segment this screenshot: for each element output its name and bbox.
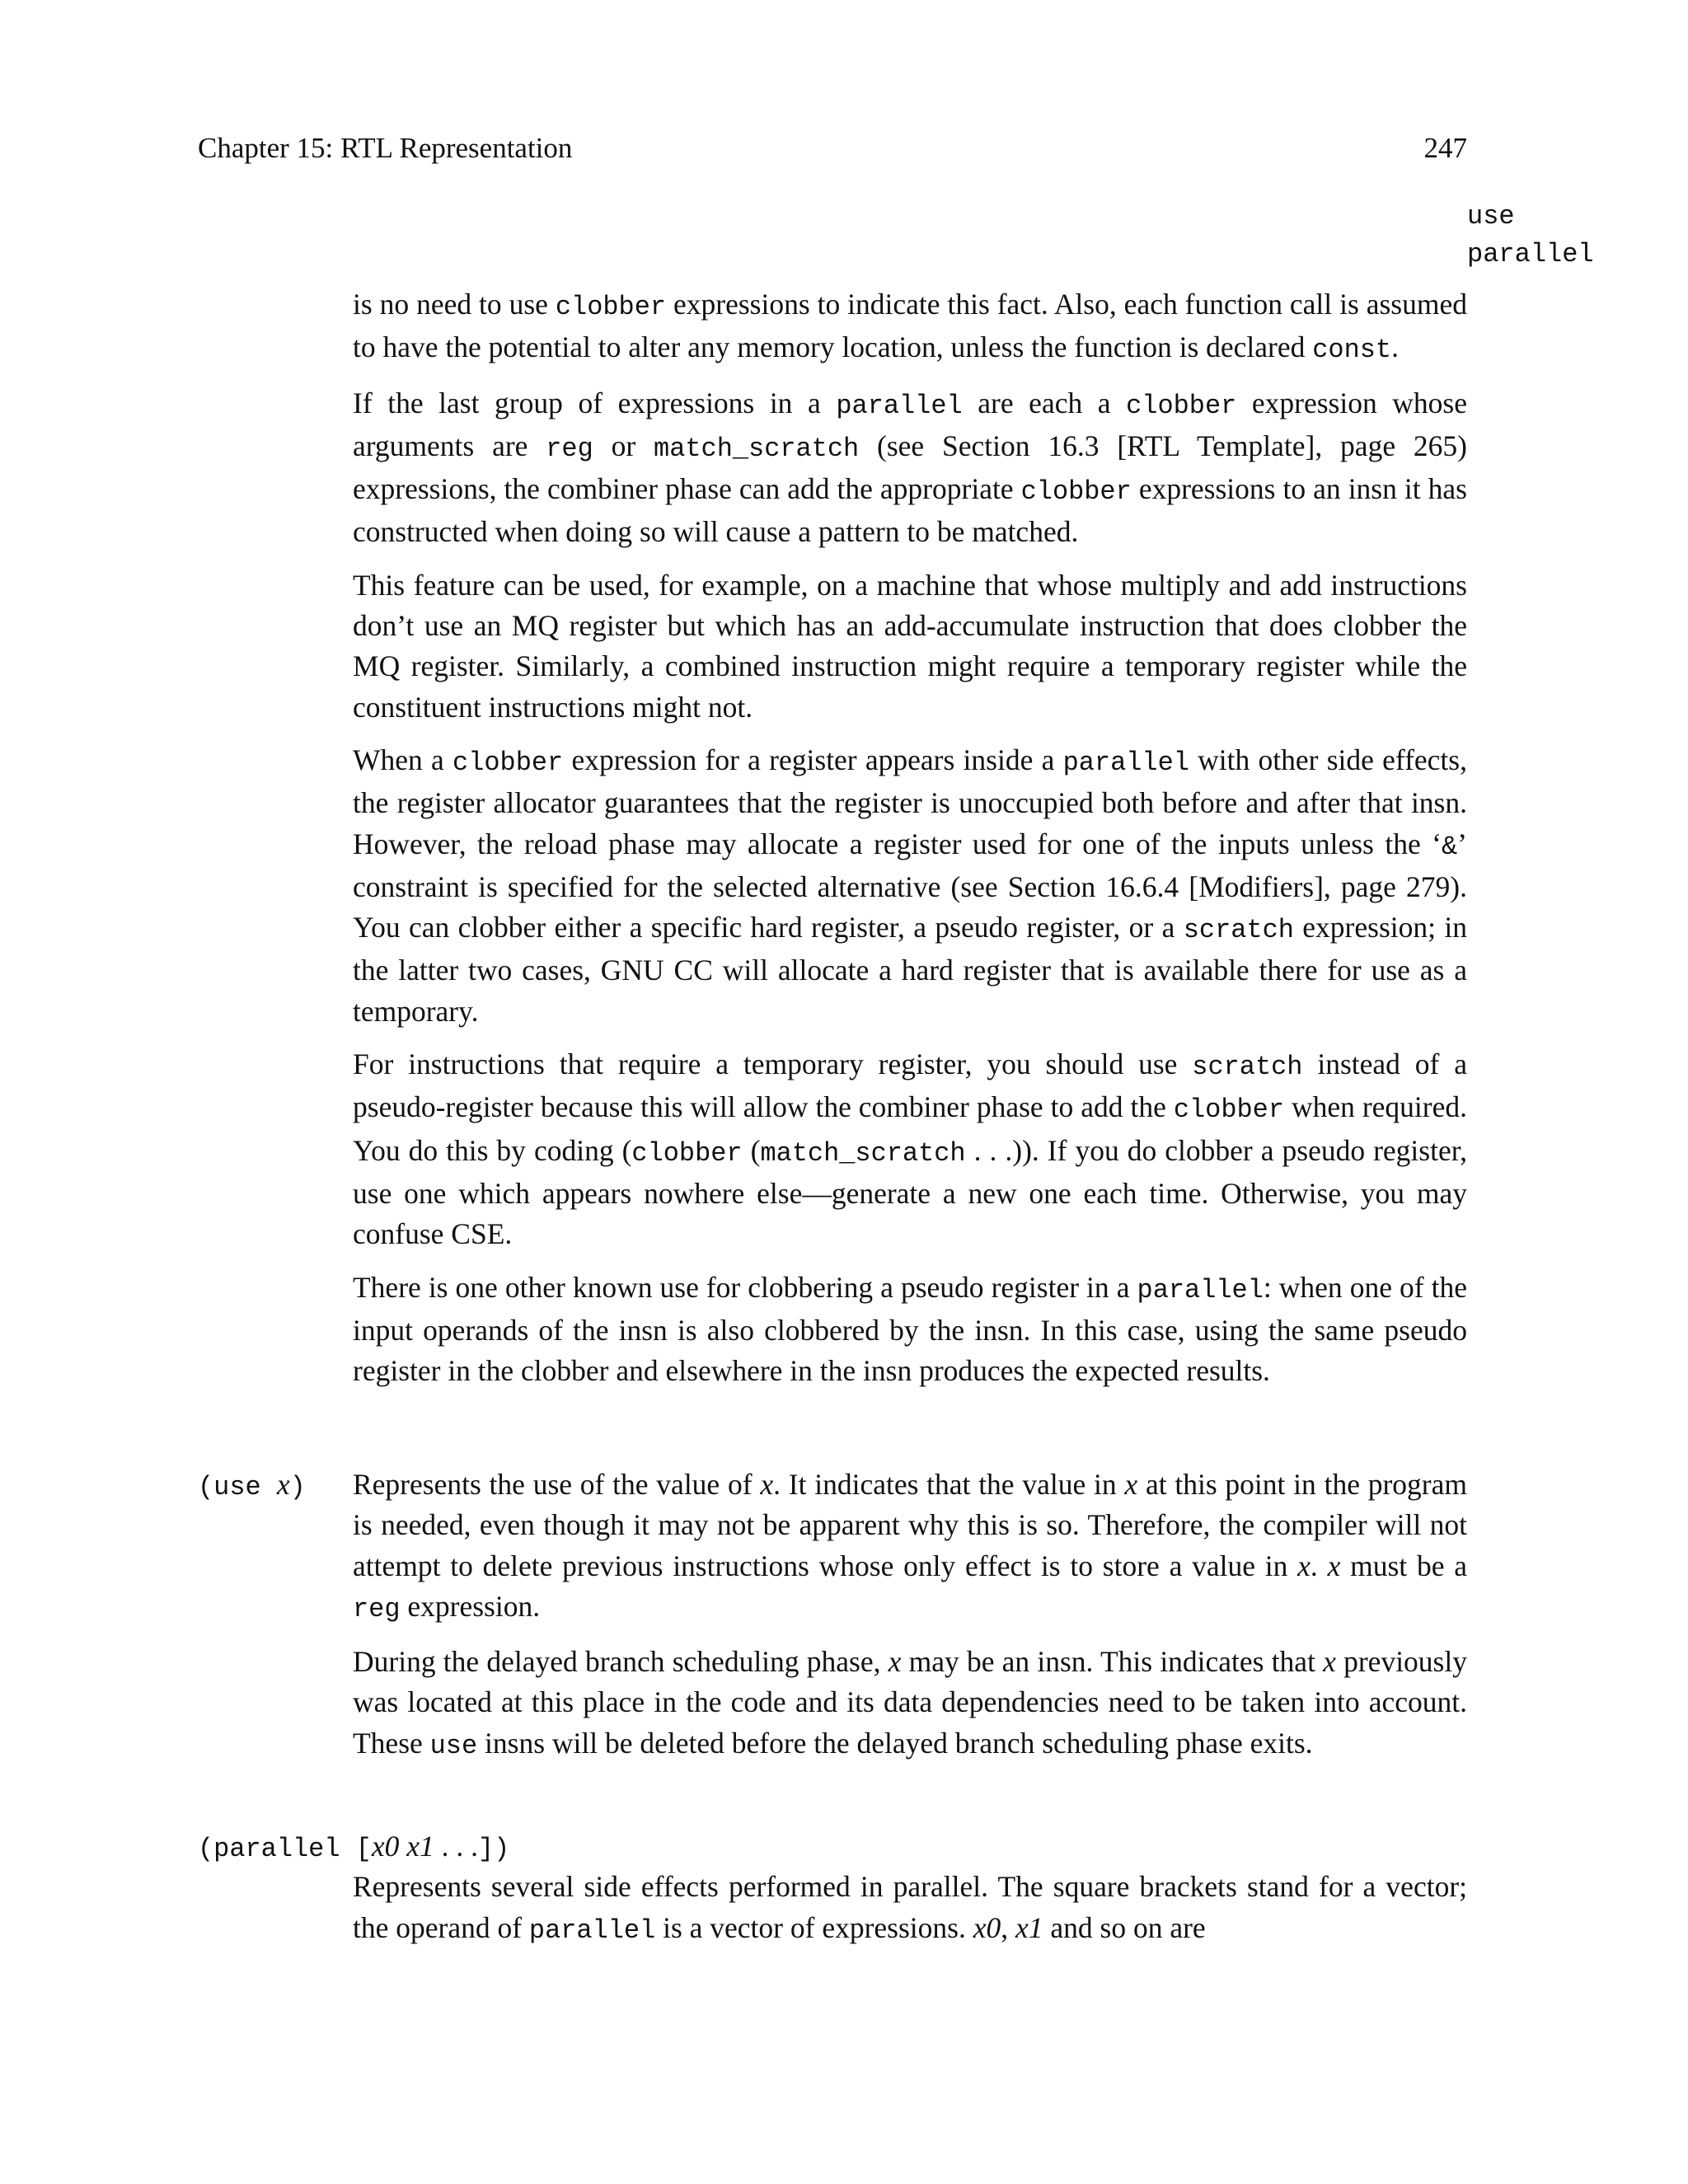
text: or bbox=[593, 429, 654, 462]
code: reg bbox=[546, 433, 593, 464]
text: . bbox=[1391, 330, 1399, 364]
paragraph bbox=[353, 284, 1467, 371]
paragraph bbox=[353, 1268, 1467, 1392]
text: at this point in the program is needed, even though it may not be apparent why this is so. Therefore, the compiler will not attempt to delete previous instructions whose only effect is to store a value in bbox=[353, 1468, 1467, 1582]
use-term bbox=[198, 1465, 306, 1507]
text: expression; in the latter two cases, GNU CC will allocate a hard register that is available there for use as a temporary. bbox=[353, 911, 1467, 1028]
clobber-continued-text bbox=[353, 284, 1467, 1391]
code: parallel bbox=[836, 390, 963, 421]
code: ) bbox=[289, 1472, 306, 1502]
text: Represents the use of the value of bbox=[353, 1468, 761, 1501]
text: with other side effects, the register allocator guarantees that the register is unoccupied both before and after that insn. However, the reload phase may allocate a register used for one of the inputs unless the ‘ bbox=[353, 743, 1467, 860]
code: parallel bbox=[1137, 1274, 1264, 1305]
code: clobber bbox=[631, 1137, 743, 1169]
margin-index-notes bbox=[1467, 198, 1594, 274]
code: clobber bbox=[1126, 390, 1237, 421]
paragraph bbox=[353, 1642, 1467, 1766]
code: scratch bbox=[1192, 1052, 1303, 1083]
var: x0 x1 bbox=[371, 1830, 434, 1863]
var: x bbox=[1124, 1468, 1138, 1501]
text: expression for a register appears inside a bbox=[563, 743, 1063, 776]
text: expression. bbox=[400, 1589, 541, 1623]
paragraph bbox=[353, 1465, 1467, 1629]
code: parallel bbox=[528, 1915, 656, 1946]
code: & bbox=[1442, 831, 1458, 862]
code: const bbox=[1312, 335, 1392, 366]
paragraph: This feature can be used, for example, on a machine that whose multiply and add instructions don’t use an MQ register but which has an add-accumulate instruction that does clobber the MQ register. Similarly, a combined instruction might require a temporary register while the constituent instructions might not. bbox=[353, 568, 1467, 724]
code: scratch bbox=[1183, 915, 1294, 946]
text: When a bbox=[353, 743, 453, 776]
text: may be an insn. This indicates that bbox=[901, 1645, 1324, 1679]
var: x1 bbox=[1015, 1910, 1043, 1944]
text: expressions to indicate this fact. Also, each function call is assumed to have the potential to alter any memory location, unless the function is declared bbox=[353, 288, 1467, 364]
text: when required. You do this by coding ( bbox=[353, 1090, 1467, 1167]
text: For instructions that require a temporary register, you should use bbox=[353, 1047, 1193, 1081]
text: previously was located at this place in the code and its data dependencies need to be taken into account. These bbox=[353, 1645, 1467, 1760]
chapter-title: Chapter 15: RTL Representation bbox=[198, 132, 573, 164]
code: use bbox=[429, 1730, 478, 1761]
parallel-term bbox=[198, 1826, 509, 1869]
code: parallel bbox=[1062, 747, 1189, 778]
var: x bbox=[888, 1645, 902, 1679]
margin-note-use: use bbox=[1467, 201, 1515, 232]
margin-note-parallel: parallel bbox=[1467, 239, 1594, 269]
use-definition bbox=[198, 1465, 1467, 1766]
code: ]) bbox=[477, 1834, 510, 1864]
text: are each a bbox=[962, 386, 1127, 419]
text: . bbox=[1310, 1549, 1328, 1582]
text: must be a bbox=[1340, 1549, 1467, 1582]
text: is no need to use bbox=[353, 288, 556, 321]
code: reg bbox=[353, 1593, 401, 1624]
code: clobber bbox=[1020, 476, 1132, 508]
var: x bbox=[760, 1468, 774, 1501]
var: x bbox=[1327, 1549, 1341, 1582]
code: clobber bbox=[555, 292, 667, 322]
parallel-definition bbox=[198, 1826, 1467, 1951]
paragraph bbox=[353, 740, 1467, 1032]
text: During the delayed branch scheduling phase, bbox=[353, 1645, 889, 1679]
text: . It indicates that the value in bbox=[773, 1468, 1125, 1501]
page-number: 247 bbox=[1423, 132, 1467, 164]
var: x bbox=[276, 1468, 290, 1501]
code: clobber bbox=[452, 747, 564, 778]
paragraph bbox=[353, 1044, 1467, 1254]
code: (use bbox=[198, 1472, 277, 1502]
var: x bbox=[1323, 1645, 1336, 1679]
var: x0 bbox=[973, 1910, 1001, 1944]
text: . . .)). If you do clobber a pseudo register, use one which appears nowhere else—generate a new one each time. Otherwise, you may confuse CSE. bbox=[353, 1133, 1467, 1251]
text: instead of a pseudo-register because this will allow the combiner phase to add the bbox=[353, 1047, 1467, 1124]
text: is a vector of expressions. bbox=[655, 1910, 973, 1944]
paragraph bbox=[353, 383, 1467, 553]
text: ( bbox=[742, 1133, 761, 1167]
text: If the last group of expressions in a bbox=[353, 386, 837, 419]
code: match_scratch bbox=[760, 1137, 966, 1169]
text: . . . bbox=[434, 1830, 478, 1863]
text: and so on are bbox=[1043, 1910, 1206, 1944]
use-description bbox=[353, 1465, 1467, 1766]
text: (see Section 16.3 [RTL Template], page 265) expressions, the combiner phase can add the appropriate bbox=[353, 429, 1467, 506]
var: x bbox=[1297, 1549, 1311, 1582]
text: ’ constraint is specified for the selected alternative (see Section 16.6.4 [Modifiers], page 279). You can clobber either a specific hard register, a pseudo register, or a bbox=[353, 827, 1467, 944]
text: Represents several side effects performed in parallel. The square brackets stand for a vector; the operand of bbox=[353, 1870, 1467, 1944]
text: There is one other known use for clobbering a pseudo register in a bbox=[353, 1270, 1137, 1304]
text: : when one of the input operands of the insn is also clobbered by the insn. In this case, using the same pseudo register in the clobber and elsewhere in the insn produces the expected results. bbox=[353, 1270, 1467, 1388]
code: (parallel [ bbox=[198, 1834, 372, 1864]
text: expression whose arguments are bbox=[353, 386, 1467, 462]
text: expressions to an insn it has constructed when doing so will cause a pattern to be matched. bbox=[353, 472, 1467, 549]
text: , bbox=[1001, 1910, 1015, 1944]
text: insns will be deleted before the delayed branch scheduling phase exits. bbox=[477, 1726, 1313, 1760]
code: clobber bbox=[1173, 1094, 1284, 1126]
paragraph bbox=[353, 1867, 1467, 1951]
code: match_scratch bbox=[654, 433, 860, 464]
parallel-description bbox=[353, 1867, 1467, 1951]
